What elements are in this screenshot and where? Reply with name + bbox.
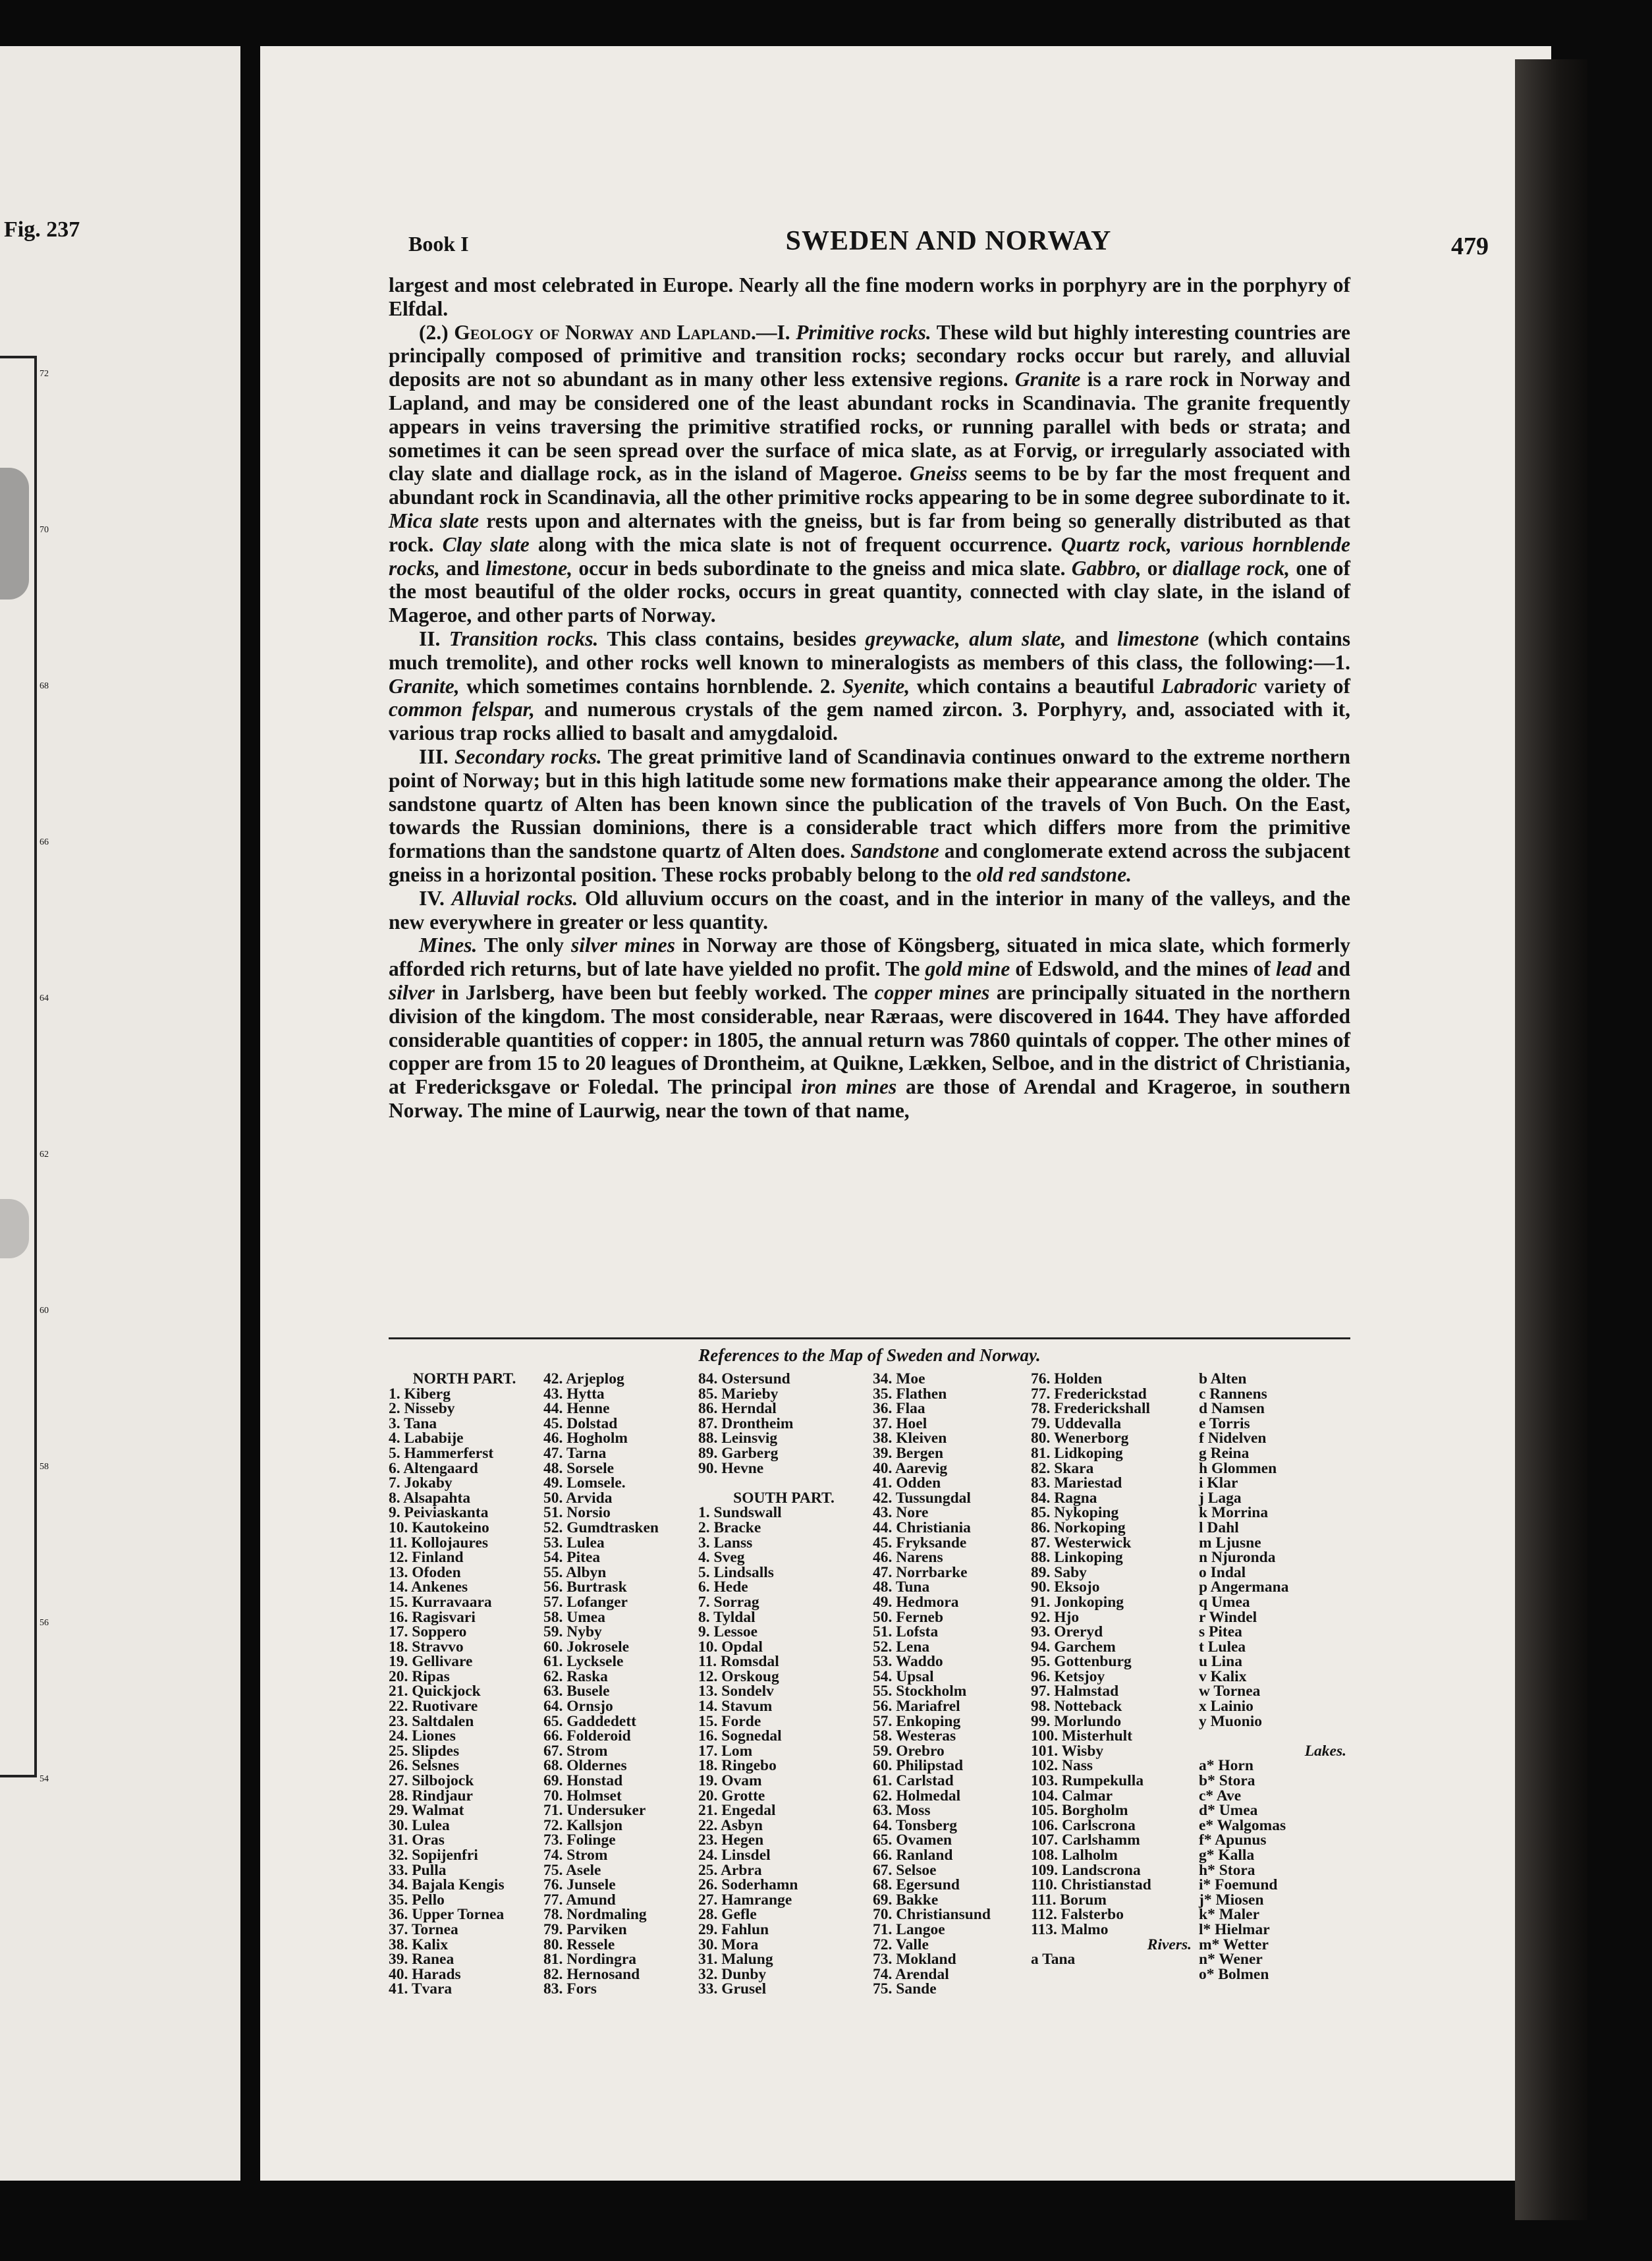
reference-entry: g* Kalla [1199,1847,1255,1864]
reference-entry: 1. Sundswall [698,1504,782,1522]
reference-entry: 105. Borgholm [1031,1802,1128,1820]
reference-entry: 62. Raska [543,1667,608,1685]
reference-entry: 53. Waddo [873,1653,943,1671]
reference-entry: 74. Strom [543,1847,608,1864]
reference-entry: 70. Christiansund [873,1906,991,1924]
reference-entry: 51. Lofsta [873,1623,939,1641]
reference-entry: u Lina [1199,1653,1242,1671]
reference-entry: 55. Albyn [543,1563,607,1581]
reference-entry: 62. Holmedal [873,1787,961,1804]
reference-entry: 17. Soppero [389,1623,467,1641]
book-label: Book I [408,232,469,256]
reference-entry: 54. Pitea [543,1549,601,1567]
reference-entry: b Alten [1199,1370,1247,1387]
reference-entry: 34. Bajala Kengis [389,1876,505,1894]
reference-entry: 68. Oldernes [543,1757,627,1775]
reference-entry: 37. Tornea [389,1920,458,1938]
reference-entry: 23. Hegen [698,1831,764,1849]
reference-entry: 13. Ofoden [389,1563,461,1581]
reference-entry: m Ljusne [1199,1534,1261,1551]
reference-entry: 84. Ragna [1031,1489,1097,1507]
reference-heading: SOUTH PART. [733,1489,835,1507]
reference-entry: 6. Altengaard [389,1459,478,1477]
reference-entry: f Nidelven [1199,1430,1267,1447]
reference-entry: 89. Garberg [698,1444,779,1462]
reference-entry: 5. Lindsalls [698,1563,774,1581]
latitude-tick: 62 [40,1150,49,1159]
reference-entry: 79. Uddevalla [1031,1414,1122,1432]
reference-entry: 7. Sorrag [698,1593,759,1611]
reference-entry: 22. Ruotivare [389,1698,478,1716]
reference-entry: 107. Carlshamm [1031,1831,1140,1849]
references-table [389,1372,1350,1997]
reference-entry: 64. Ornsjo [543,1698,613,1716]
reference-entry: 53. Lulea [543,1534,605,1551]
reference-entry: g Reina [1199,1444,1250,1462]
latitude-tick: 64 [40,993,49,1003]
reference-entry: 26. Selsnes [389,1757,460,1775]
reference-entry: 49. Hedmora [873,1593,959,1611]
reference-entry: 18. Stravvo [389,1638,464,1656]
reference-entry: 56. Mariafrel [873,1698,960,1716]
reference-entry: 34. Moe [873,1370,925,1387]
reference-entry: 14. Ankenes [389,1578,468,1596]
figure-label: Fig. 237 [4,217,80,242]
reference-entry: 75. Sande [873,1980,937,1998]
reference-entry: 4. Lababije [389,1430,464,1447]
reference-entry: v Kalix [1199,1667,1247,1685]
reference-entry: 54. Upsal [873,1667,934,1685]
book-page [260,46,1551,2181]
reference-entry: 7. Jokaby [389,1474,453,1492]
reference-entry: 111. Borum [1031,1891,1107,1909]
reference-entry: 10. Kautokeino [389,1519,489,1536]
reference-entry: 91. Jonkoping [1031,1593,1124,1611]
reference-entry: 108. Lalholm [1031,1847,1118,1864]
reference-entry: 8. Alsapahta [389,1489,471,1507]
reference-entry: d Namsen [1199,1400,1265,1418]
reference-entry: j* Miosen [1199,1891,1264,1909]
reference-entry: 93. Oreryd [1031,1623,1103,1641]
reference-entry: 71. Langoe [873,1920,945,1938]
reference-entry: 13. Sondelv [698,1683,774,1700]
reference-column [1199,1372,1350,1982]
reference-entry: 66. Folderoid [543,1727,631,1745]
reference-entry: 31. Malung [698,1951,773,1968]
reference-entry: 9. Lessoe [698,1623,758,1641]
reference-entry: 106. Carlscrona [1031,1816,1136,1834]
reference-entry: 35. Flathen [873,1385,947,1403]
reference-entry: 88. Leinsvig [698,1430,778,1447]
paragraph: III. Secondary rocks. The great primitive land of Scandinavia continues onward to the extreme northern point of Norway; but in this high latitude some new formations make their appearance among the older. The sandstone quartz of Alten has been known since the publication of the travels of Von Buch. On the East, towards the Russian dominions, there is a considerable tract which differs more from the primitive formations than the sandstone quartz of Alten does. Sandstone and conglomerate extend across the subjacent gneiss in a horizontal position. These rocks probably belong to the old red sandstone. [389,744,1351,886]
reference-entry: 58. Umea [543,1608,605,1626]
reference-entry: 25. Slipdes [389,1742,460,1760]
reference-entry: 48. Sorsele [543,1459,615,1477]
reference-entry: 18. Ringebo [698,1757,777,1775]
reference-entry: 57. Lofanger [543,1593,628,1611]
reference-entry: 97. Halmstad [1031,1683,1119,1700]
reference-entry: o Indal [1199,1563,1246,1581]
reference-column [389,1372,540,1997]
reference-entry: 43. Nore [873,1504,929,1522]
reference-entry: 46. Hogholm [543,1430,628,1447]
reference-entry: 85. Nykoping [1031,1504,1119,1522]
reference-entry: k Morrina [1199,1504,1269,1522]
reference-entry: 28. Gefle [698,1906,757,1924]
references-title: References to the Map of Sweden and Norway. [698,1345,1041,1365]
reference-entry: 113. Malmo [1031,1920,1109,1938]
reference-entry: 84. Ostersund [698,1370,790,1387]
latitude-tick: 72 [40,369,49,379]
latitude-tick: 58 [40,1462,49,1472]
reference-entry: 88. Linkoping [1031,1549,1123,1567]
reference-entry: 21. Engedal [698,1802,776,1820]
reference-entry: 27. Silbojock [389,1772,474,1790]
reference-entry: e Torris [1199,1414,1250,1432]
reference-entry: o* Bolmen [1199,1965,1269,1983]
reference-entry: i* Foemund [1199,1876,1278,1894]
reference-entry: 2. Nisseby [389,1400,455,1418]
reference-entry: 98. Notteback [1031,1698,1122,1716]
reference-entry: 47. Norrbarke [873,1563,968,1581]
reference-entry: 60. Jokrosele [543,1638,630,1656]
reference-entry: 19. Ovam [698,1772,762,1790]
reference-entry: 32. Sopijenfri [389,1847,478,1864]
reference-entry: 69. Bakke [873,1891,939,1909]
reference-entry: 36. Flaa [873,1400,925,1418]
reference-entry: 3. Lanss [698,1534,753,1551]
running-header [408,225,1489,265]
reference-entry: r Windel [1199,1608,1257,1626]
reference-column [543,1372,695,1997]
reference-heading: Rivers. [1147,1936,1192,1953]
reference-entry: 110. Christianstad [1031,1876,1151,1894]
reference-entry: 30. Mora [698,1936,759,1953]
reference-entry: 67. Selsoe [873,1861,937,1879]
reference-entry: 37. Hoel [873,1414,927,1432]
reference-entry: 24. Liones [389,1727,456,1745]
reference-entry: 82. Hernosand [543,1965,640,1983]
book-spine [1515,59,1587,2220]
reference-entry: 15. Kurravaara [389,1593,492,1611]
reference-entry: 44. Christiania [873,1519,971,1536]
reference-entry: 81. Lidkoping [1031,1444,1123,1462]
reference-entry: 35. Pello [389,1891,445,1909]
reference-entry: 49. Lomsele. [543,1474,626,1492]
reference-entry: 77. Frederickstad [1031,1385,1147,1403]
reference-heading: NORTH PART. [412,1370,516,1387]
reference-column [873,1372,1028,1997]
reference-entry: 59. Orebro [873,1742,945,1760]
reference-entry: 11. Kollojaures [389,1534,489,1551]
reference-entry: l* Hielmar [1199,1920,1270,1938]
reference-entry: a* Horn [1199,1757,1253,1775]
reference-entry: 30. Lulea [389,1816,450,1834]
left-page [0,46,240,2181]
reference-entry: f* Apunus [1199,1831,1267,1849]
latitude-tick: 54 [40,1774,49,1784]
reference-entry: 41. Tvara [389,1980,453,1998]
reference-entry: q Umea [1199,1593,1250,1611]
body-text [389,273,1350,1123]
latitude-tick: 56 [40,1618,49,1628]
reference-entry: p Angermana [1199,1578,1289,1596]
reference-entry: 89. Saby [1031,1563,1087,1581]
reference-entry: 44. Henne [543,1400,610,1418]
reference-entry: 1. Kiberg [389,1385,451,1403]
reference-entry: 41. Odden [873,1474,941,1492]
reference-entry: 25. Arbra [698,1861,762,1879]
reference-entry: 17. Lom [698,1742,753,1760]
reference-entry: 80. Ressele [543,1936,615,1953]
reference-entry: 73. Mokland [873,1951,956,1968]
reference-entry: 40. Harads [389,1965,461,1983]
reference-entry: 42. Arjeplog [543,1370,624,1387]
reference-entry: 78. Nordmaling [543,1906,647,1924]
reference-entry: 43. Hytta [543,1385,605,1403]
reference-entry: 104. Calmar [1031,1787,1113,1804]
reference-entry: 56. Burtrask [543,1578,627,1596]
reference-entry: 63. Busele [543,1683,610,1700]
reference-entry: 29. Fahlun [698,1920,769,1938]
reference-entry: 8. Tyldal [698,1608,756,1626]
reference-entry: 31. Oras [389,1831,445,1849]
reference-entry: t Lulea [1199,1638,1246,1656]
reference-entry: 5. Hammerferst [389,1444,494,1462]
reference-entry: w Tornea [1199,1683,1261,1700]
reference-entry: c* Ave [1199,1787,1242,1804]
reference-entry: 102. Nass [1031,1757,1093,1775]
reference-entry: 79. Parviken [543,1920,627,1938]
reference-entry: 38. Kalix [389,1936,449,1953]
reference-entry: 14. Stavum [698,1698,773,1716]
paragraph: largest and most celebrated in Europe. Nearly all the fine modern works in porphyry are in the porphyry of Elfdal. [389,273,1350,320]
reference-entry: j Laga [1199,1489,1242,1507]
reference-entry: 65. Ovamen [873,1831,952,1849]
reference-entry: 15. Forde [698,1712,761,1730]
reference-entry: x Lainio [1199,1698,1253,1716]
reference-entry: 16. Ragisvari [389,1608,476,1626]
reference-entry: 16. Sognedal [698,1727,782,1745]
reference-entry: i Klar [1199,1474,1238,1492]
reference-entry: 23. Saltdalen [389,1712,474,1730]
paragraph: IV. Alluvial rocks. Old alluvium occurs on the coast, and in the interior in many of the valleys, and the new everywhere in greater or less quantity. [389,886,1350,934]
reference-entry: 27. Hamrange [698,1891,792,1909]
reference-entry: 19. Gellivare [389,1653,473,1671]
reference-entry: 94. Garchem [1031,1638,1116,1656]
divider [389,1337,1350,1339]
paragraph: (2.) Geology of Norway and Lapland.—I. Primitive rocks. These wild but highly interesting countries are principally composed of primitive and transition rocks; secondary rocks occur but rarely, and alluvial deposits are not so abundant as in many other less extensive regions. Granite is a rare rock in Norway and Lapland, and may be considered one of the least abundant rocks in Scandinavia. The granite frequently appears in veins traversing the primitive stratified rocks, or running parallel with beds or strata; and sometimes it can be seen spread over the surface of mica slate, as at Forvig, or irregularly associated with clay slate and diallage rock, as in the island of Mageroe. Gneiss seems to be by far the most frequent and abundant rock in Scandinavia, all the other primitive rocks appearing to be in some degree subordinate to it. Mica slate rests upon and alternates with the gneiss, but is far from being so generally distributed as that rock. Clay slate along with the mica slate is not of frequent occurrence. Quartz rock, various hornblende rocks, and limestone, occur in beds subordinate to the gneiss and mica slate. Gabbro, or diallage rock, one of the most beautiful of the older rocks, occurs in great quantity, connected with clay slate, in the island of Mageroe, and other parts of Norway. [389,320,1351,627]
reference-entry: a Tana [1031,1951,1076,1968]
reference-column [1031,1372,1196,1967]
reference-entry: 42. Tussungdal [873,1489,971,1507]
reference-entry: h Glommen [1199,1459,1277,1477]
map-coastline [0,1199,29,1258]
reference-entry: 46. Narens [873,1549,943,1567]
reference-heading: Lakes. [1304,1742,1346,1760]
reference-entry: 59. Nyby [543,1623,602,1641]
reference-entry: 11. Romsdal [698,1653,779,1671]
reference-entry: l Dahl [1199,1519,1239,1536]
reference-entry: 63. Moss [873,1802,931,1820]
reference-entry: 86. Herndal [698,1400,777,1418]
reference-entry: d* Umea [1199,1802,1258,1820]
paragraph: II. Transition rocks. This class contains, besides greywacke, alum slate, and limestone (which contains much tremolite), and other rocks well known to mineralogists as members of this class, the following:—1. Granite, which sometimes contains hornblende. 2. Syenite, which contains a beautiful Labradoric variety of common felspar, and numerous crystals of the gem named zircon. 3. Porphyry, and, associated with it, various trap rocks allied to basalt and amygdaloid. [389,627,1350,745]
reference-entry: 85. Marieby [698,1385,779,1403]
reference-entry: 67. Strom [543,1742,608,1760]
reference-entry: 74. Arendal [873,1965,949,1983]
reference-entry: 87. Westerwick [1031,1534,1132,1551]
reference-entry: 52. Lena [873,1638,930,1656]
reference-entry: 72. Valle [873,1936,929,1953]
reference-entry: 33. Pulla [389,1861,447,1879]
reference-entry: 55. Stockholm [873,1683,967,1700]
reference-entry: 72. Kallsjon [543,1816,623,1834]
reference-entry: 61. Lycksele [543,1653,624,1671]
reference-entry: 45. Fryksande [873,1534,967,1551]
reference-entry: 73. Folinge [543,1831,616,1849]
reference-entry: 9. Peiviaskanta [389,1504,489,1522]
reference-entry: 112. Falsterbo [1031,1906,1124,1924]
reference-entry: 51. Norsio [543,1504,611,1522]
reference-entry: 50. Ferneb [873,1608,944,1626]
reference-entry: 40. Aarevig [873,1459,948,1477]
reference-entry: 47. Tarna [543,1444,607,1462]
reference-entry: 28. Rindjaur [389,1787,473,1804]
reference-entry: 24. Linsdel [698,1847,771,1864]
spacer [698,1476,869,1491]
latitude-tick: 66 [40,837,49,847]
reference-entry: 12. Orskoug [698,1667,779,1685]
reference-entry: 4. Sveg [698,1549,745,1567]
reference-entry: 82. Skara [1031,1459,1094,1477]
reference-entry: 83. Mariestad [1031,1474,1122,1492]
reference-entry: 61. Carlstad [873,1772,954,1790]
reference-entry: 80. Wenerborg [1031,1430,1129,1447]
spacer [1199,1729,1350,1744]
reference-entry: 33. Grusel [698,1980,767,1998]
latitude-tick: 70 [40,525,49,535]
reference-entry: 58. Westeras [873,1727,956,1745]
reference-entry: 101. Wisby [1031,1742,1104,1760]
reference-entry: 10. Opdal [698,1638,763,1656]
reference-entry: 96. Ketsjoy [1031,1667,1105,1685]
reference-entry: 90. Eksojo [1031,1578,1100,1596]
reference-entry: m* Wetter [1199,1936,1269,1953]
reference-entry: 100. Misterhult [1031,1727,1133,1745]
reference-column [698,1372,869,1997]
reference-entry: 45. Dolstad [543,1414,618,1432]
reference-entry: 75. Asele [543,1861,601,1879]
reference-entry: 39. Ranea [389,1951,454,1968]
reference-entry: 103. Rumpekulla [1031,1772,1144,1790]
reference-entry: 90. Hevne [698,1459,764,1477]
page-number: 479 [1451,233,1489,260]
reference-entry: 76. Holden [1031,1370,1103,1387]
reference-entry: 57. Enkoping [873,1712,961,1730]
reference-entry: 22. Asbyn [698,1816,763,1834]
reference-entry: 70. Holmset [543,1787,622,1804]
reference-entry: 48. Tuna [873,1578,930,1596]
reference-entry: y Muonio [1199,1712,1262,1730]
reference-entry: 109. Landscrona [1031,1861,1141,1879]
reference-entry: 26. Soderhamn [698,1876,798,1894]
reference-entry: 64. Tonsberg [873,1816,957,1834]
reference-entry: 87. Drontheim [698,1414,794,1432]
reference-entry: s Pitea [1199,1623,1242,1641]
reference-entry: 95. Gottenburg [1031,1653,1132,1671]
reference-entry: k* Maler [1199,1906,1260,1924]
reference-entry: 66. Ranland [873,1847,953,1864]
reference-entry: 52. Gumdtrasken [543,1519,659,1536]
reference-entry: 69. Honstad [543,1772,623,1790]
reference-entry: 71. Undersuker [543,1802,646,1820]
reference-entry: 2. Bracke [698,1519,761,1536]
reference-entry: 39. Bergen [873,1444,944,1462]
reference-entry: 99. Morlundo [1031,1712,1122,1730]
reference-entry: 36. Upper Tornea [389,1906,505,1924]
reference-entry: 21. Quickjock [389,1683,481,1700]
map-coastline [0,468,29,600]
reference-entry: 6. Hede [698,1578,748,1596]
latitude-tick: 68 [40,681,49,691]
reference-entry: 78. Frederickshall [1031,1400,1151,1418]
reference-entry: c Rannens [1199,1385,1267,1403]
reference-entry: n Njuronda [1199,1549,1276,1567]
reference-entry: 29. Walmat [389,1802,464,1820]
reference-entry: 68. Egersund [873,1876,960,1894]
reference-entry: 86. Norkoping [1031,1519,1126,1536]
reference-entry: 50. Arvida [543,1489,613,1507]
latitude-tick: 60 [40,1306,49,1316]
paragraph: Mines. The only silver mines in Norway are those of Köngsberg, situated in mica slate, which formerly afforded rich returns, but of late have yielded no profit. The gold mine of Edswold, and the mines of lead and silver in Jarlsberg, have been but feebly worked. The copper mines are principally situated in the northern division of the kingdom. The most considerable, near Ræraas, were discovered in 1644. They have afforded considerable quantities of copper: in 1805, the annual return was 7860 quintals of copper. The other mines of copper are from 15 to 20 leagues of Drontheim, at Quikne, Lækken, Selboe, and in the district of Christiania, at Fredericksgave or Foledal. The principal iron mines are those of Arendal and Krageroe, in southern Norway. The mine of Laurwig, near the town of that name, [389,934,1351,1122]
reference-entry: 12. Finland [389,1549,464,1567]
reference-entry: 92. Hjo [1031,1608,1080,1626]
reference-entry: h* Stora [1199,1861,1255,1879]
reference-entry: 77. Amund [543,1891,616,1909]
reference-entry: 76. Junsele [543,1876,616,1894]
reference-entry: 65. Gaddedett [543,1712,636,1730]
reference-entry: e* Walgomas [1199,1816,1286,1834]
reference-entry: n* Wener [1199,1951,1263,1968]
reference-entry: 83. Fors [543,1980,597,1998]
reference-entry: 20. Ripas [389,1667,450,1685]
page-title: SWEDEN AND NORWAY [785,226,1112,256]
reference-entry: 32. Dunby [698,1965,767,1983]
reference-entry: 81. Nordingra [543,1951,636,1968]
reference-entry: 3. Tana [389,1414,437,1432]
reference-entry: b* Stora [1199,1772,1255,1790]
reference-entry: 20. Grotte [698,1787,765,1804]
reference-entry: 38. Kleiven [873,1430,947,1447]
reference-entry: 60. Philipstad [873,1757,964,1775]
